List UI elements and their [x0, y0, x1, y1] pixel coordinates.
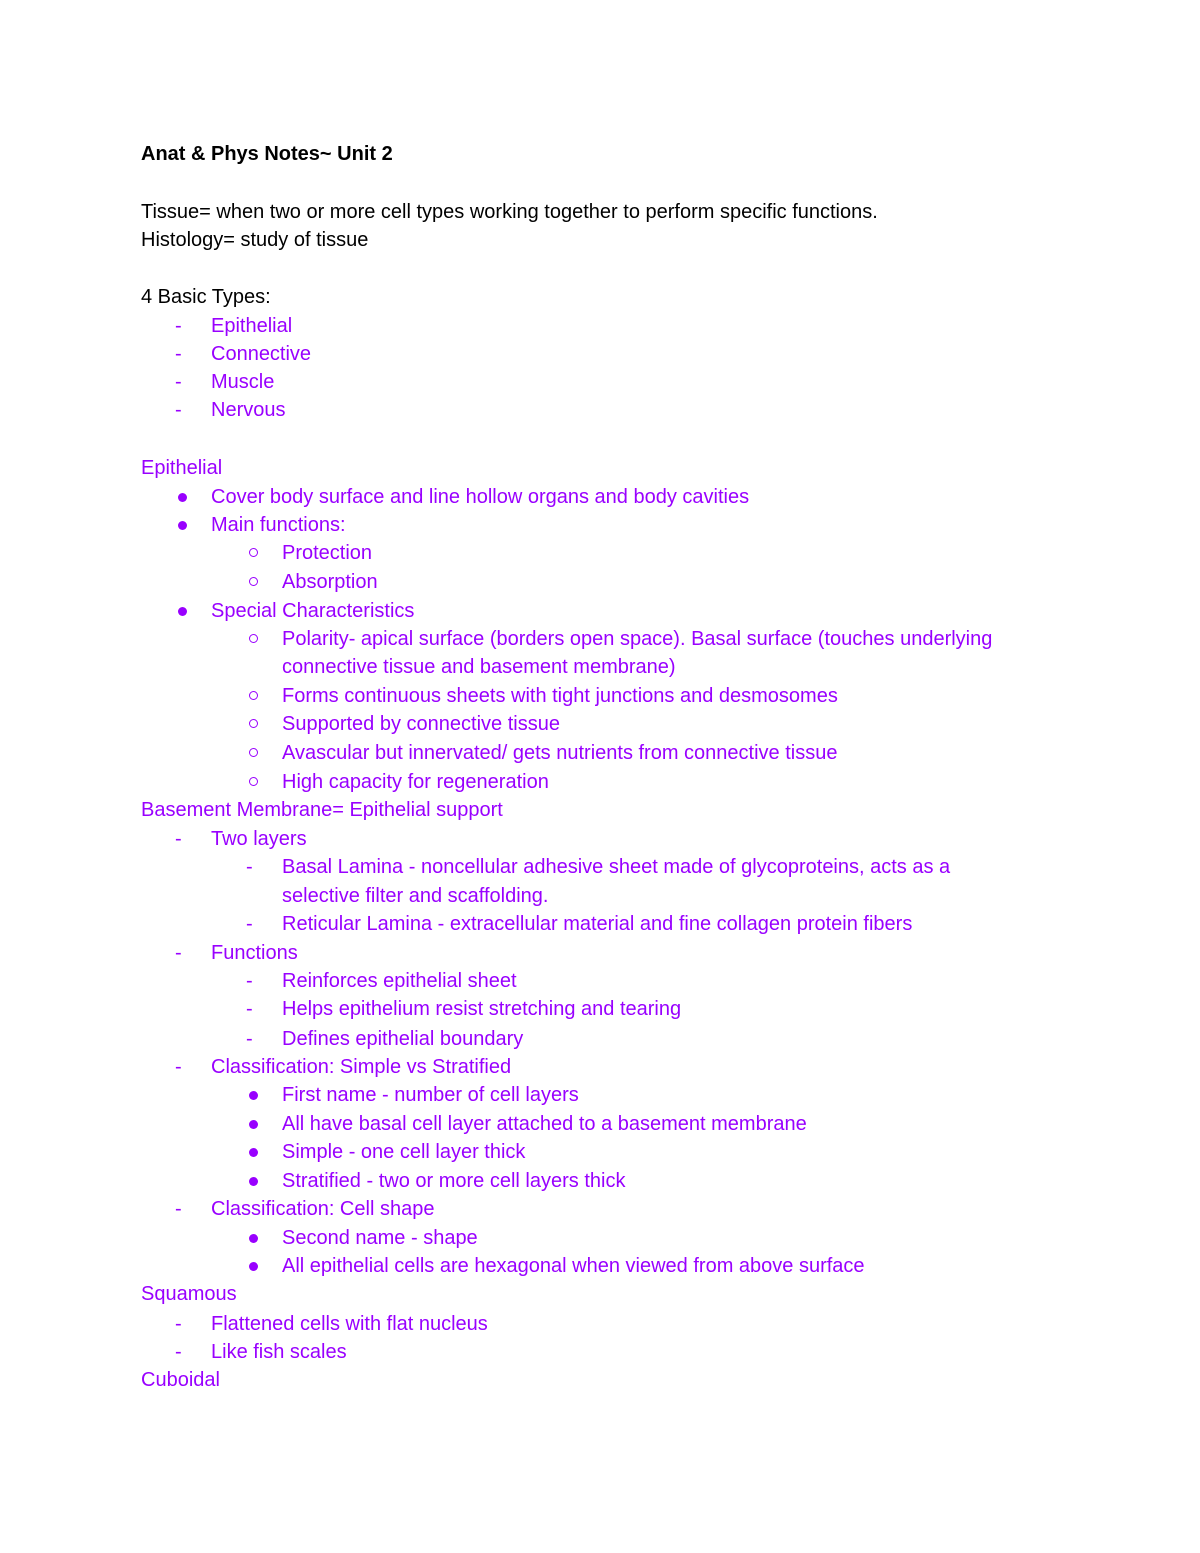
list-item-text: Avascular but innervated/ gets nutrients from connective tissue	[282, 742, 838, 764]
list-item-text: Functions	[211, 942, 298, 964]
dash-marker: -	[175, 315, 182, 337]
list-item-text: Flattened cells with flat nucleus	[211, 1313, 488, 1335]
bullet-dot-icon	[178, 493, 187, 502]
list-item-text: Like fish scales	[211, 1341, 347, 1363]
bullet-dot-icon	[249, 1091, 258, 1100]
dash-marker: -	[175, 1198, 182, 1220]
dash-marker: -	[175, 1056, 182, 1078]
list-item-text: Simple - one cell layer thick	[282, 1141, 526, 1163]
list-item-text: Special Characteristics	[211, 600, 415, 622]
basic-type-label: Epithelial	[211, 315, 293, 337]
bullet-circle-icon	[249, 691, 258, 700]
list-item-text: Reinforces epithelial sheet	[282, 970, 517, 992]
list-item-text: connective tissue and basement membrane)	[282, 656, 676, 678]
dash-marker: -	[175, 399, 182, 421]
basic-type-label: Nervous	[211, 399, 286, 421]
dash-marker: -	[246, 970, 253, 992]
bullet-circle-icon	[249, 577, 258, 586]
list-item-text: Basal Lamina - noncellular adhesive sheet made of glycoproteins, acts as a	[282, 856, 951, 878]
bullet-circle-icon	[249, 719, 258, 728]
list-item-text: Protection	[282, 542, 373, 564]
list-item-text: Second name - shape	[282, 1227, 478, 1249]
dash-marker: -	[175, 343, 182, 365]
section-heading-text: Squamous	[141, 1283, 237, 1305]
list-item-text: Classification: Cell shape	[211, 1198, 435, 1220]
bullet-dot-icon	[249, 1262, 258, 1271]
dash-marker: -	[175, 942, 182, 964]
list-item-text: Cover body surface and line hollow organs and body cavities	[211, 486, 750, 508]
basic-types-heading: 4 Basic Types:	[141, 286, 271, 308]
bullet-dot-icon	[249, 1120, 258, 1129]
list-item-text: Supported by connective tissue	[282, 713, 560, 735]
dash-marker: -	[246, 1028, 253, 1050]
bullet-dot-icon	[178, 607, 187, 616]
dash-marker: -	[246, 998, 253, 1020]
bullet-circle-icon	[249, 748, 258, 757]
list-item-text: Absorption	[282, 571, 378, 593]
list-item-text: All have basal cell layer attached to a basement membrane	[282, 1113, 807, 1135]
list-item-text: Helps epithelium resist stretching and tearing	[282, 998, 682, 1020]
dash-marker: -	[246, 856, 253, 878]
list-item-text: selective filter and scaffolding.	[282, 885, 549, 907]
dash-marker: -	[246, 913, 253, 935]
list-item-text: Defines epithelial boundary	[282, 1028, 524, 1050]
dash-marker: -	[175, 1341, 182, 1363]
list-item-text: All epithelial cells are hexagonal when viewed from above surface	[282, 1255, 865, 1277]
dash-marker: -	[175, 1313, 182, 1335]
bullet-circle-icon	[249, 777, 258, 786]
list-item-text: Main functions:	[211, 514, 346, 536]
list-item-text: Classification: Simple vs Stratified	[211, 1056, 512, 1078]
dash-marker: -	[175, 371, 182, 393]
intro-tissue-definition: Tissue= when two or more cell types working together to perform specific functions.	[141, 201, 878, 223]
list-item-text: First name - number of cell layers	[282, 1084, 579, 1106]
section-heading-text: Epithelial	[141, 457, 223, 479]
basic-type-label: Muscle	[211, 371, 275, 393]
bullet-circle-icon	[249, 548, 258, 557]
list-item-text: High capacity for regeneration	[282, 771, 549, 793]
intro-histology-definition: Histology= study of tissue	[141, 229, 369, 251]
section-heading-text: Cuboidal	[141, 1369, 220, 1391]
bullet-dot-icon	[249, 1148, 258, 1157]
dash-marker: -	[175, 828, 182, 850]
list-item-text: Forms continuous sheets with tight junctions and desmosomes	[282, 685, 838, 707]
list-item-text: Stratified - two or more cell layers thick	[282, 1170, 626, 1192]
bullet-circle-icon	[249, 634, 258, 643]
document-title: Anat & Phys Notes~ Unit 2	[141, 143, 393, 165]
list-item-text: Polarity- apical surface (borders open space). Basal surface (touches underlying	[282, 628, 993, 650]
section-heading-text: Basement Membrane= Epithelial support	[141, 799, 503, 821]
bullet-dot-icon	[249, 1177, 258, 1186]
list-item-text: Reticular Lamina - extracellular material and fine collagen protein fibers	[282, 913, 913, 935]
bullet-dot-icon	[178, 521, 187, 530]
list-item-text: Two layers	[211, 828, 307, 850]
bullet-dot-icon	[249, 1234, 258, 1243]
basic-type-label: Connective	[211, 343, 312, 365]
